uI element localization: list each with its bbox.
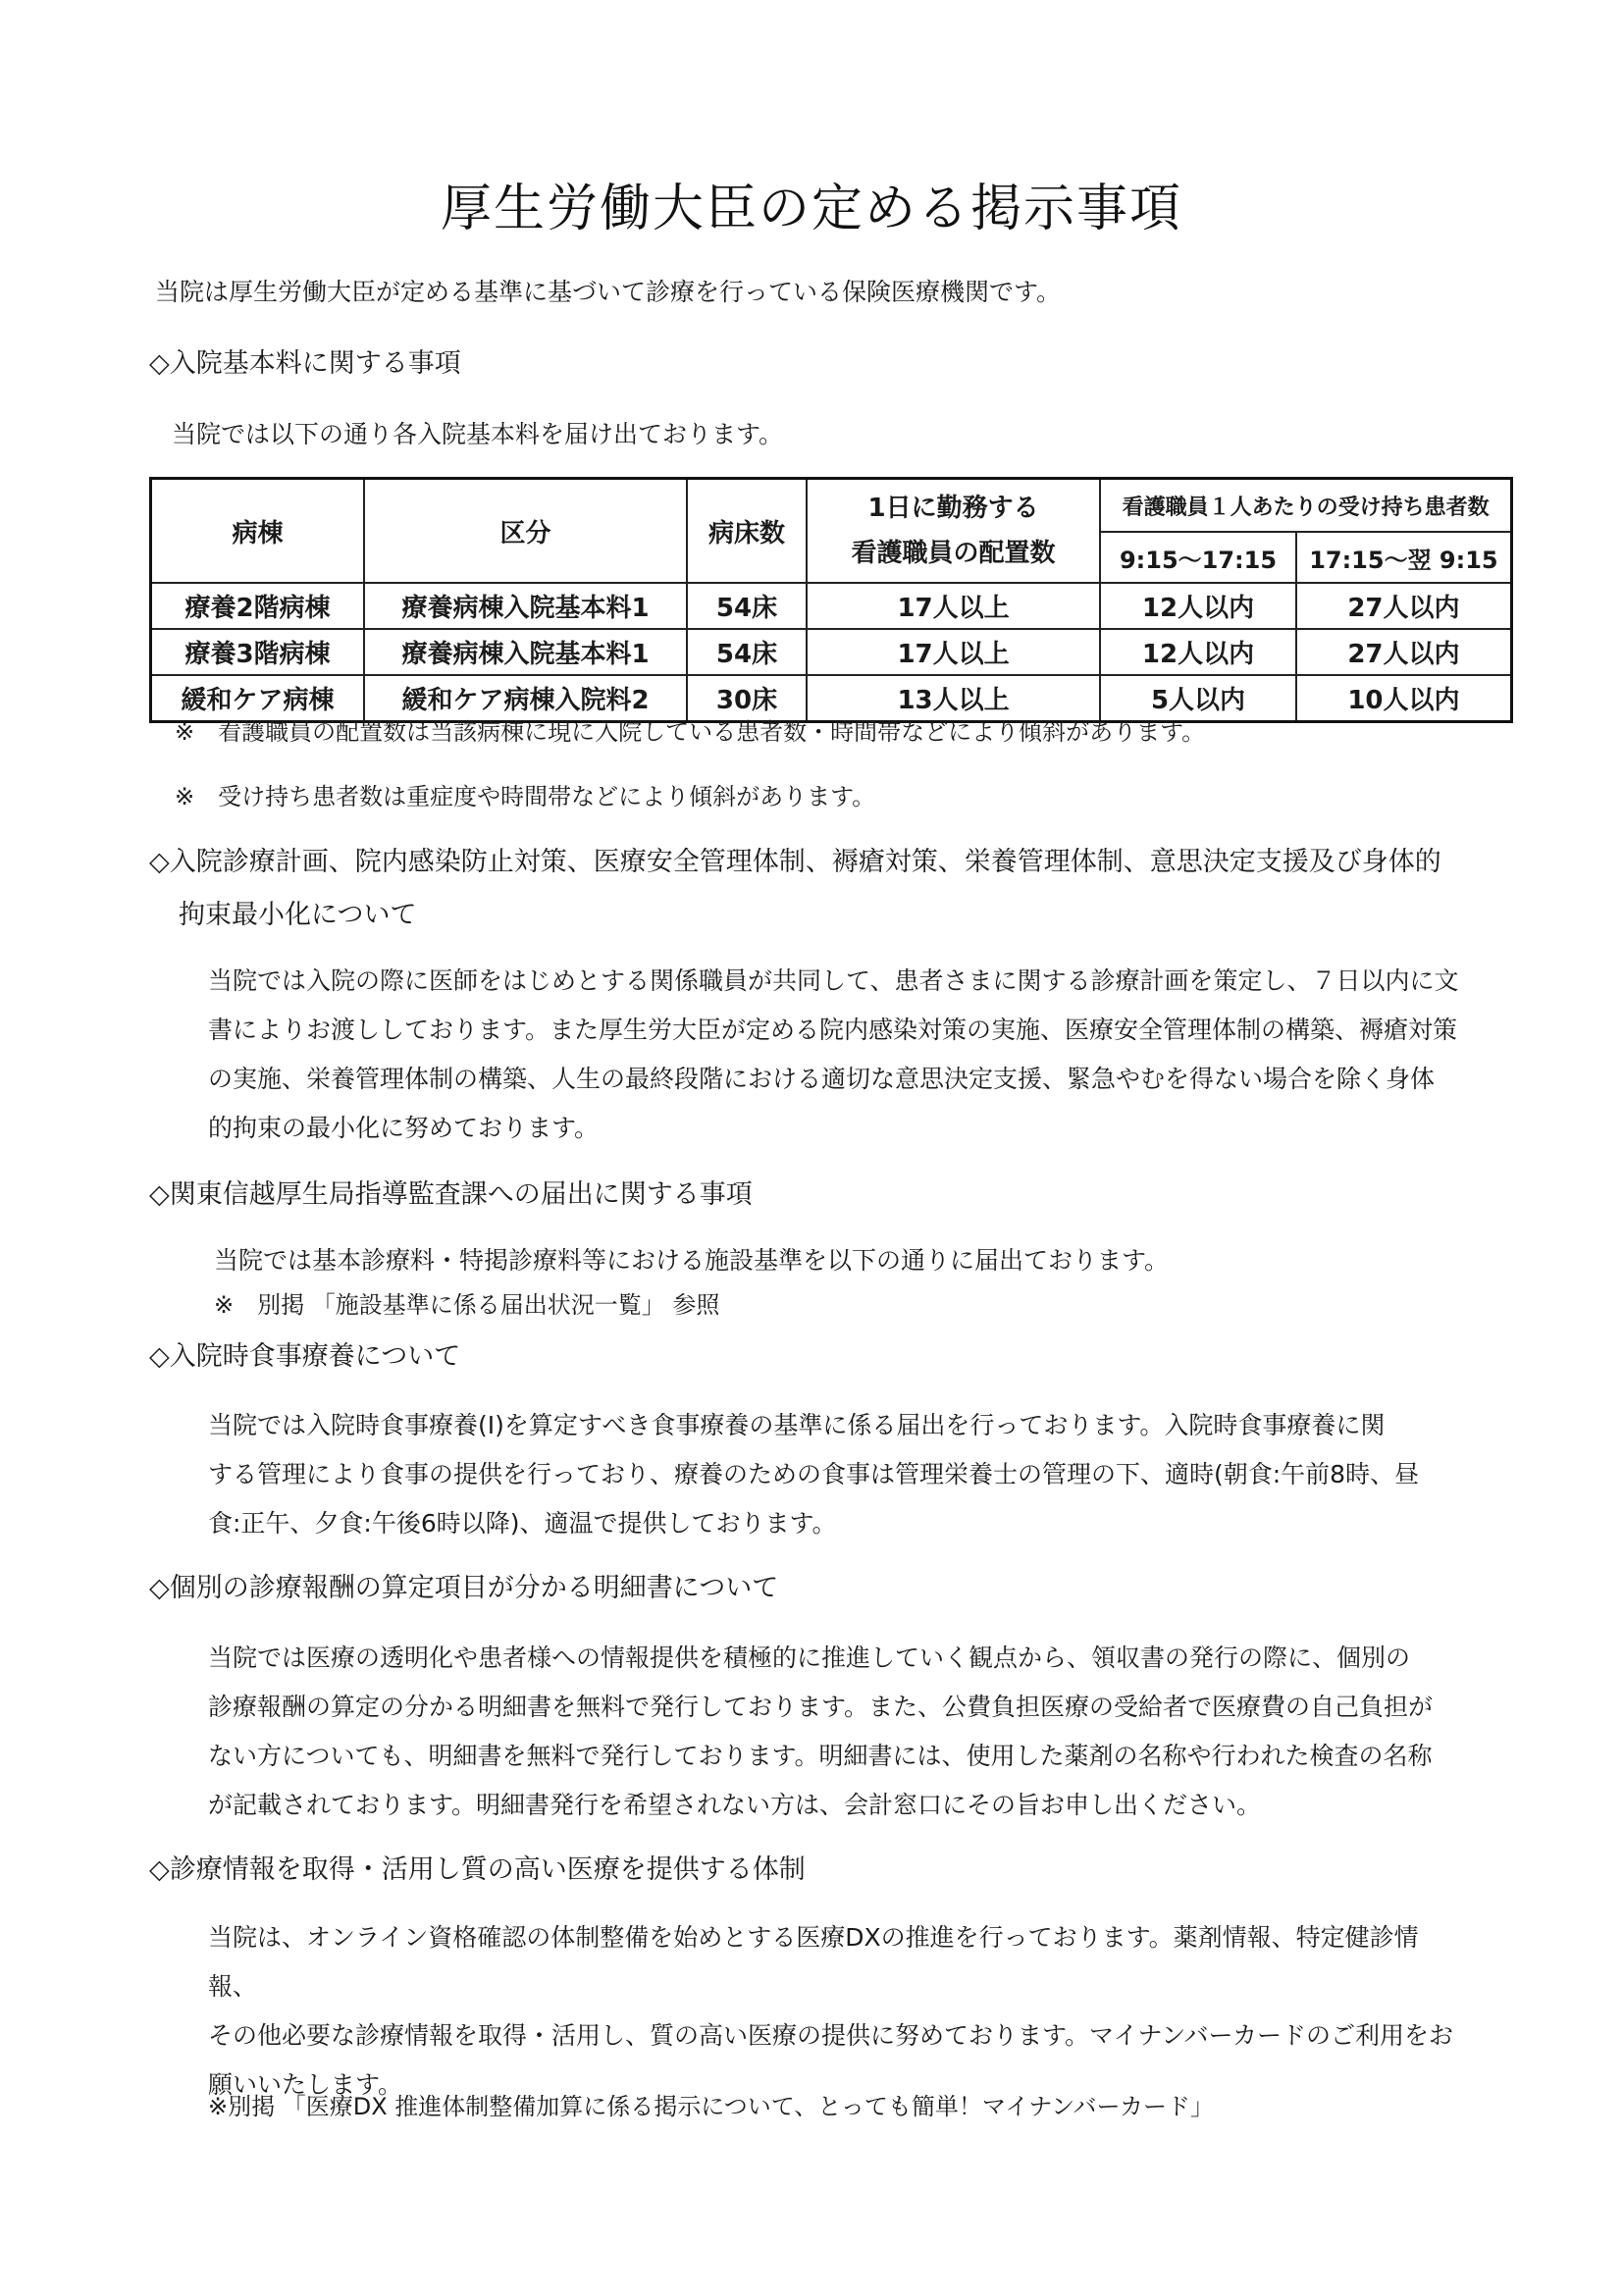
text-line: 願いいたします。 — [208, 2070, 403, 2099]
cell-night: 27人以内 — [1296, 629, 1512, 675]
section-text-facility-standards: 当院では基本診療料・特掲診療料等における施設基準を以下の通りに届出ております。 — [214, 1246, 1170, 1275]
text-line: 診療報酬の算定の分かる明細書を無料で発行しております。また、公費負担医療の受給者で医療費の自己負担が — [208, 1693, 1434, 1721]
section-text-admission-fee: 当院では以下の通り各入院基本料を届け出ております。 — [172, 420, 784, 448]
cell-ward: 療養2階病棟 — [151, 583, 364, 629]
text-line: 的拘束の最小化に努めております。 — [208, 1114, 600, 1142]
cell-day: 5人以内 — [1100, 675, 1296, 722]
header-ratio-group: 看護職員１人あたりの受け持ち患者数 — [1100, 479, 1511, 533]
table-note-staffing: ※ 看護職員の配置数は当該病棟に現に入院している患者数・時間帯などにより傾斜があります。 — [175, 718, 1206, 746]
cell-beds: 54床 — [687, 583, 807, 629]
text-line: 当院では入院時食事療養(Ⅰ)を算定すべき食事療養の基準に係る届出を行っております。入院時食事療養に関 — [208, 1411, 1386, 1439]
text-line: ない方についても、明細書を無料で発行しております。明細書には、使用した薬剤の名称や行われた検査の名称 — [208, 1742, 1433, 1770]
header-ward: 病棟 — [151, 479, 364, 584]
cell-night: 27人以内 — [1296, 583, 1512, 629]
section-heading-meals: ◇入院時食事療養について — [149, 1341, 461, 1372]
cell-staff: 17人以上 — [807, 583, 1100, 629]
cell-staff: 17人以上 — [807, 629, 1100, 675]
page-title: 厚生労働大臣の定める掲示事項 — [440, 180, 1182, 238]
header-day-shift: 9:15～17:15 — [1100, 532, 1296, 583]
text-line: 書によりお渡ししております。また厚生労大臣が定める院内感染対策の実施、医療安全管理体制の構築、褥瘡対策 — [208, 1016, 1458, 1044]
section-note-medical-dx: ※別掲 「医療DX 推進体制整備加算に係る掲示について、とっても簡単！マイナンバーカード」 — [208, 2093, 1215, 2120]
text-line: その他必要な診療情報を取得・活用し、質の高い医療の提供に努めております。マイナンバーカードのご利用をお — [208, 2021, 1454, 2050]
section-heading-medical-dx: ◇診療情報を取得・活用し質の高い医療を提供する体制 — [149, 1854, 806, 1885]
header-category: 区分 — [364, 479, 687, 584]
cell-category: 緩和ケア病棟入院料2 — [364, 675, 687, 722]
text-line: が記載されております。明細書発行を希望されない方は、会計窓口にその旨お申し出ください。 — [208, 1791, 1262, 1819]
text-line: の実施、栄養管理体制の構築、人生の最終段階における適切な意思決定支援、緊急やむを得ない場合を除く身体 — [208, 1065, 1436, 1093]
section-heading-facility-standards: ◇関東信越厚生局指導監査課への届出に関する事項 — [149, 1179, 753, 1210]
intro-text: 当院は厚生労働大臣が定める基準に基づいて診療を行っている保険医療機関です。 — [155, 278, 1062, 306]
section-heading-itemized-statement: ◇個別の診療報酬の算定項目が分かる明細書について — [149, 1573, 779, 1603]
header-staff-line2: 看護職員の配置数 — [851, 539, 1056, 568]
cell-category: 療養病棟入院基本料1 — [364, 629, 687, 675]
cell-ward: 療養3階病棟 — [151, 629, 364, 675]
cell-day: 12人以内 — [1100, 583, 1296, 629]
table-note-patients: ※ 受け持ち患者数は重症度や時間帯などにより傾斜があります。 — [175, 783, 876, 810]
header-beds: 病床数 — [687, 479, 807, 584]
section-text-itemized-statement — [208, 1634, 1464, 1830]
text-line: 当院は、オンライン資格確認の体制整備を始めとする医療DXの推進を行っております。薬剤情報、特定健診情報、 — [208, 1923, 1419, 2001]
ward-staffing-table — [149, 477, 1513, 723]
section-heading-admission-fee: ◇入院基本料に関する事項 — [149, 348, 461, 379]
section-text-care-plan — [208, 957, 1464, 1153]
text-line: 食:正午、夕食:午後6時以降)、適温で提供しております。 — [208, 1509, 837, 1538]
cell-day: 12人以内 — [1100, 629, 1296, 675]
section-text-meals — [208, 1401, 1464, 1548]
section-heading-care-plan-line2: 拘束最小化について — [179, 900, 417, 930]
cell-beds: 54床 — [687, 629, 807, 675]
table-row — [151, 629, 1512, 675]
cell-category: 療養病棟入院基本料1 — [364, 583, 687, 629]
section-text-medical-dx — [208, 1913, 1464, 2110]
section-note-facility-standards: ※ 別掲 「施設基準に係る届出状況一覧」 参照 — [214, 1291, 720, 1319]
cell-night: 10人以内 — [1296, 675, 1512, 722]
cell-staff: 13人以上 — [807, 675, 1100, 722]
header-staff-line1: 1日に勤務する — [867, 494, 1039, 523]
cell-beds: 30床 — [687, 675, 807, 722]
table-row — [151, 583, 1512, 629]
text-line: する管理により食事の提供を行っており、療養のための食事は管理栄養士の管理の下、適時(朝食:午前8時、昼 — [208, 1460, 1420, 1488]
text-line: 当院では入院の際に医師をはじめとする関係職員が共同して、患者さまに関する診療計画を策定し、７日以内に文 — [208, 966, 1459, 995]
section-heading-care-plan-line1: ◇入院診療計画、院内感染防止対策、医療安全管理体制、褥瘡対策、栄養管理体制、意思決定支援及び身体的 — [149, 847, 1441, 877]
cell-ward: 緩和ケア病棟 — [151, 675, 364, 722]
text-line: 当院では医療の透明化や患者様への情報提供を積極的に推進していく観点から、領収書の発行の際に、個別の — [208, 1644, 1411, 1672]
header-staff-count — [807, 479, 1100, 584]
header-night-shift: 17:15～翌 9:15 — [1296, 532, 1512, 583]
